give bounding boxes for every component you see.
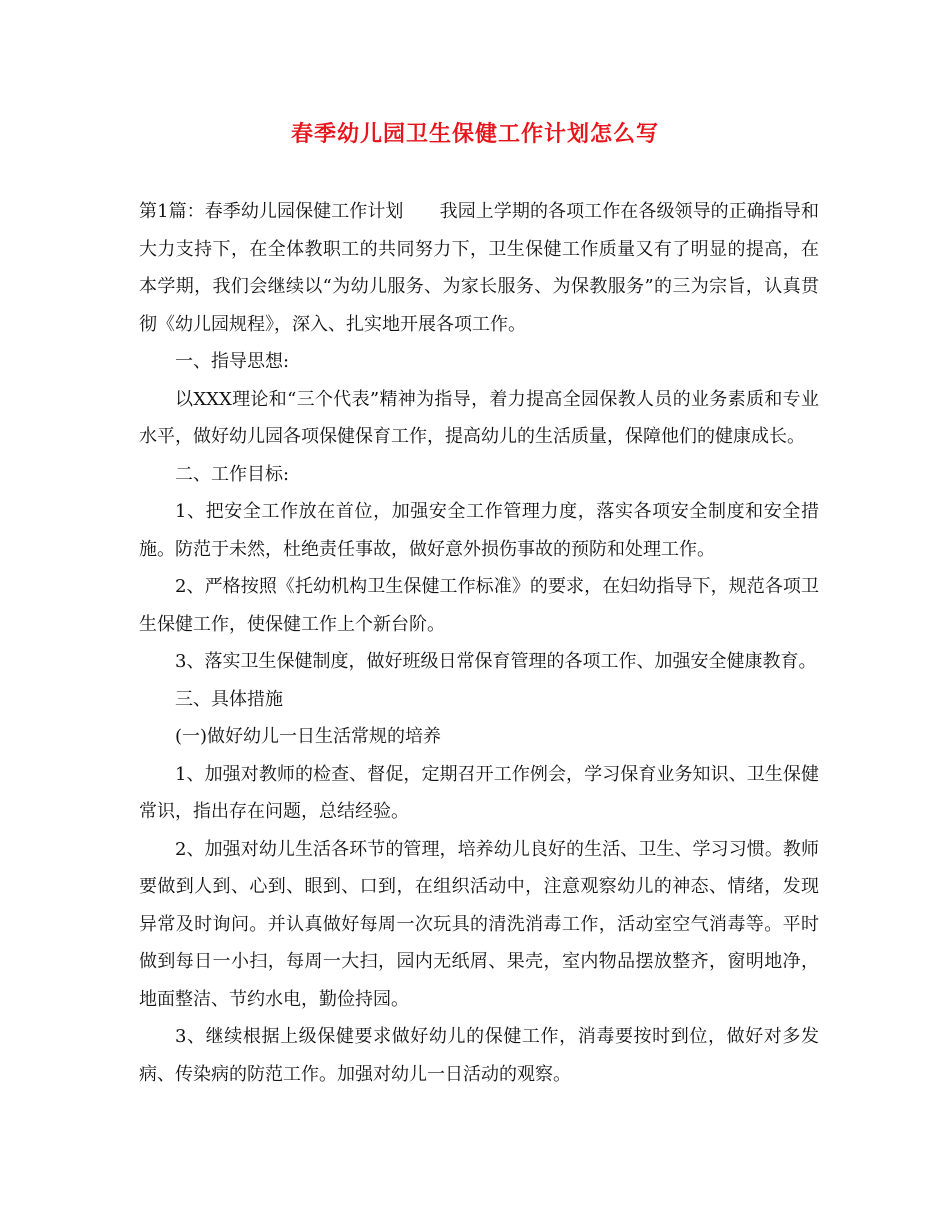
paragraph-measure-2: 2、加强对幼儿生活各环节的管理，培养幼儿良好的生活、卫生、学习习惯。教师要做到人到、心到、眼到、口到，在组织活动中，注意观察幼儿的神态、情绪，发现异常及时询问。并认真做好每周一次玩具的清洗消毒工作，活动室空气消毒等。平时做到每日一小扫，每周一大扫，园内无纸屑、果壳，室内物品摆放整齐，窗明地净，地面整洁、节约水电，勤俭持园。 bbox=[139, 838, 819, 1010]
paragraph-intro: 第1篇：春季幼儿园保健工作计划 我园上学期的各项工作在各级领导的正确指导和大力支持下，在全体教职工的共同努力下，卫生保健工作质量又有了明显的提高，在本学期，我们会继续以“为幼儿服务、为家长服务、为保教服务”的三为宗旨，认真贯彻《幼儿园规程》，深入、扎实地开展各项工作。 bbox=[139, 201, 819, 335]
paragraph-goal-1: 1、把安全工作放在首位，加强安全工作管理力度，落实各项安全制度和安全措施。防范于未然，杜绝责任事故，做好意外损伤事故的预防和处理工作。 bbox=[139, 501, 819, 560]
document-body bbox=[139, 193, 819, 1093]
paragraph-measure-1: 1、加强对教师的检查、督促，定期召开工作例会，学习保育业务知识、卫生保健常识，指出存在问题，总结经验。 bbox=[139, 763, 819, 822]
paragraph-measure-3: 3、继续根据上级保健要求做好幼儿的保健工作，消毒要按时到位，做好对多发病、传染病的防范工作。加强对幼儿一日活动的观察。 bbox=[139, 1026, 819, 1085]
heading-specific-measures: 三、具体措施 bbox=[175, 688, 283, 710]
heading-guiding-ideology: 一、指导思想: bbox=[175, 351, 290, 372]
paragraph-guiding-ideology: 以XXX理论和“三个代表”精神为指导，着力提高全园保教人员的业务素质和专业水平，做好幼儿园各项保健保育工作，提高幼儿的生活质量，保障他们的健康成长。 bbox=[139, 388, 819, 447]
document-title: 春季幼儿园卫生保健工作计划怎么写 bbox=[290, 121, 659, 147]
paragraph-goal-3: 3、落实卫生保健制度，做好班级日常保育管理的各项工作、加强安全健康教育。 bbox=[175, 651, 817, 672]
paragraph-goal-2: 2、严格按照《托幼机构卫生保健工作标准》的要求，在妇幼指导下，规范各项卫生保健工作，使保健工作上个新台阶。 bbox=[139, 576, 819, 635]
subheading-daily-routine: (一)做好幼儿一日生活常规的培养 bbox=[175, 726, 442, 747]
heading-work-goals: 二、工作目标: bbox=[175, 463, 290, 485]
